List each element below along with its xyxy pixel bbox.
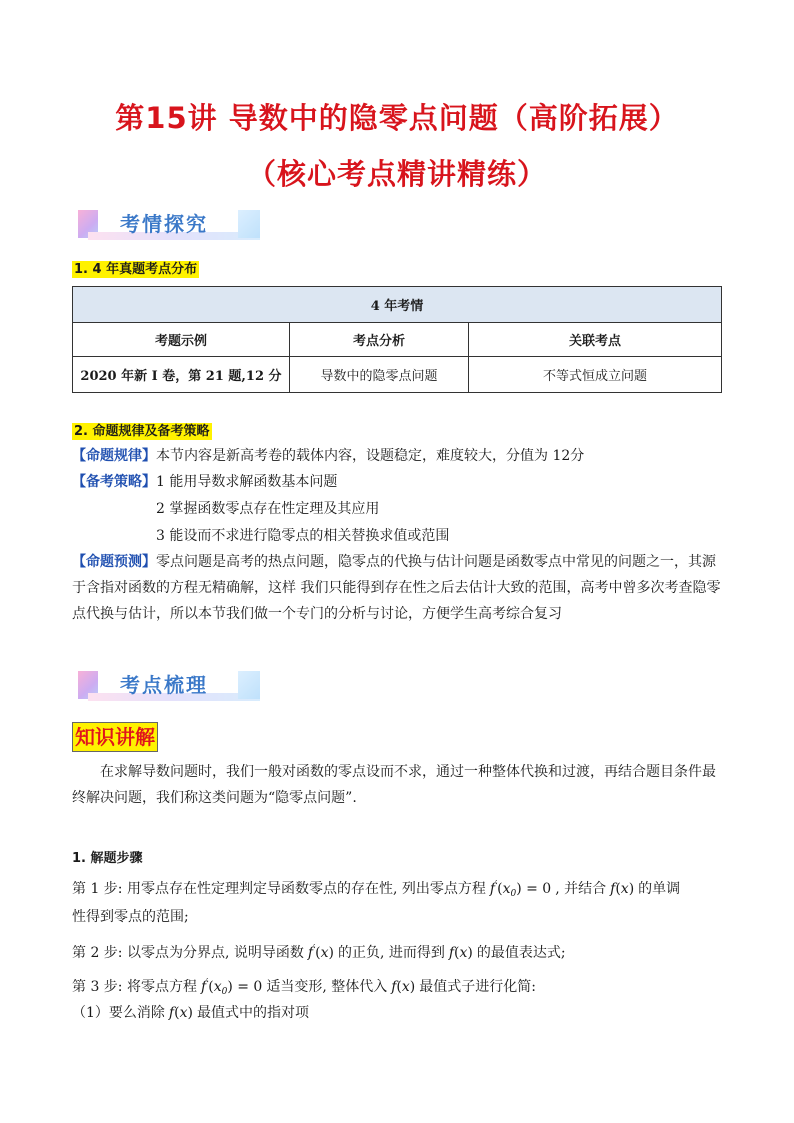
step-text: 最值式子进行化简: xyxy=(419,979,536,995)
page-title: 第15讲 导数中的隐零点问题（高阶拓展） xyxy=(115,101,679,135)
step-2 xyxy=(72,938,566,964)
banner-decoration xyxy=(238,210,260,238)
table-header: 考点分析 xyxy=(290,323,469,357)
table-row xyxy=(73,357,722,393)
intro-line: 在求解导数问题时，我们一般对函数的零点设而不求，通过一种整体代换和过渡，再结合题目条件最 xyxy=(100,764,716,780)
strategy-item: 3 能设而不求进行隐零点的相关替换求值或范围 xyxy=(156,528,450,544)
section-banner-exam xyxy=(78,208,268,242)
item-text: （1）要么消除 xyxy=(72,1005,165,1021)
strategy-tag: 【备考策略】 xyxy=(72,474,156,490)
math-formula: f(x) xyxy=(168,1005,193,1021)
table-cell: 导数中的隐零点问题 xyxy=(290,357,469,393)
banner-label: 考点梳理 xyxy=(120,673,208,697)
item-text: 最值式中的指对项 xyxy=(196,1005,309,1021)
rule-text: 本节内容是新高考卷的载体内容，设题稳定，难度较大，分值为 12分 xyxy=(156,448,585,464)
section-banner-points xyxy=(78,669,268,703)
exam-table xyxy=(72,286,722,393)
intro-line: 终解决问题，我们称这类问题为“隐零点问题”. xyxy=(72,790,357,806)
subheading-distribution: 1. 4 年真题考点分布 xyxy=(74,262,198,277)
math-formula: f(x) xyxy=(448,945,473,961)
math-formula: $f'(x_0) = 0$ xyxy=(200,978,263,997)
step-text: 适当变形, 整体代入 xyxy=(266,979,388,995)
step-text: 的最值表达式; xyxy=(476,945,566,961)
steps-title: 1. 解题步骤 xyxy=(72,851,143,866)
strategy-item: 2 掌握函数零点存在性定理及其应用 xyxy=(156,501,380,517)
predict-paragraph xyxy=(72,551,732,629)
page-subtitle: （核心考点精讲精练） xyxy=(246,157,547,191)
subheading-strategy: 2. 命题规律及备考策略 xyxy=(74,424,210,439)
step-3 xyxy=(72,972,536,1003)
step-text: 第 3 步: 将零点方程 xyxy=(72,979,197,995)
table-header: 考题示例 xyxy=(73,323,290,357)
table-cell: 不等式恒成立问题 xyxy=(469,357,722,393)
predict-line: 零点问题是高考的热点问题，隐零点的代换与估计问题是函数零点中常见的问题之一，其源 xyxy=(156,554,716,570)
predict-line: 于含指对函数的方程无精确解，这样 我们只能得到存在性之后去估计大致的范围，高考中曾多次考查隐零 xyxy=(72,580,721,596)
step-text: 第 1 步: 用零点存在性定理判定导函数零点的存在性, 列出零点方程 xyxy=(72,881,486,897)
rule-tag: 【命题规律】 xyxy=(72,448,156,464)
math-formula: $f'(x_0) = 0$ xyxy=(489,880,552,899)
rule-paragraph xyxy=(72,445,732,467)
strategy-paragraph xyxy=(72,471,337,493)
banner-decoration xyxy=(238,671,260,699)
math-formula: f(x) xyxy=(391,979,416,995)
banner-label: 考情探究 xyxy=(120,212,208,236)
predict-tag: 【命题预测】 xyxy=(72,554,156,570)
step-1 xyxy=(72,874,680,905)
knowledge-label: 知识讲解 xyxy=(72,722,158,752)
strategy-item: 1 能用导数求解函数基本问题 xyxy=(156,474,338,490)
table-header: 关联考点 xyxy=(469,323,722,357)
table-caption: 4 年考情 xyxy=(73,287,722,323)
table-cell: 2020 年新 I 卷，第 21 题,12 分 xyxy=(73,357,290,393)
step-1-cont: 性得到零点的范围; xyxy=(72,909,189,925)
predict-line: 点代换与估计，所以本节我们做一个专门的分析与讨论，方便学生高考综合复习 xyxy=(72,606,562,622)
math-formula: f(x) xyxy=(610,881,635,897)
step-text: 的单调 xyxy=(638,881,681,897)
item-1 xyxy=(72,1002,309,1024)
step-text: 的正负, 进而得到 xyxy=(337,945,445,961)
math-formula: f′(x) xyxy=(307,944,334,961)
step-text: 第 2 步: 以零点为分界点, 说明导函数 xyxy=(72,945,304,961)
step-text: , 并结合 xyxy=(555,881,607,897)
